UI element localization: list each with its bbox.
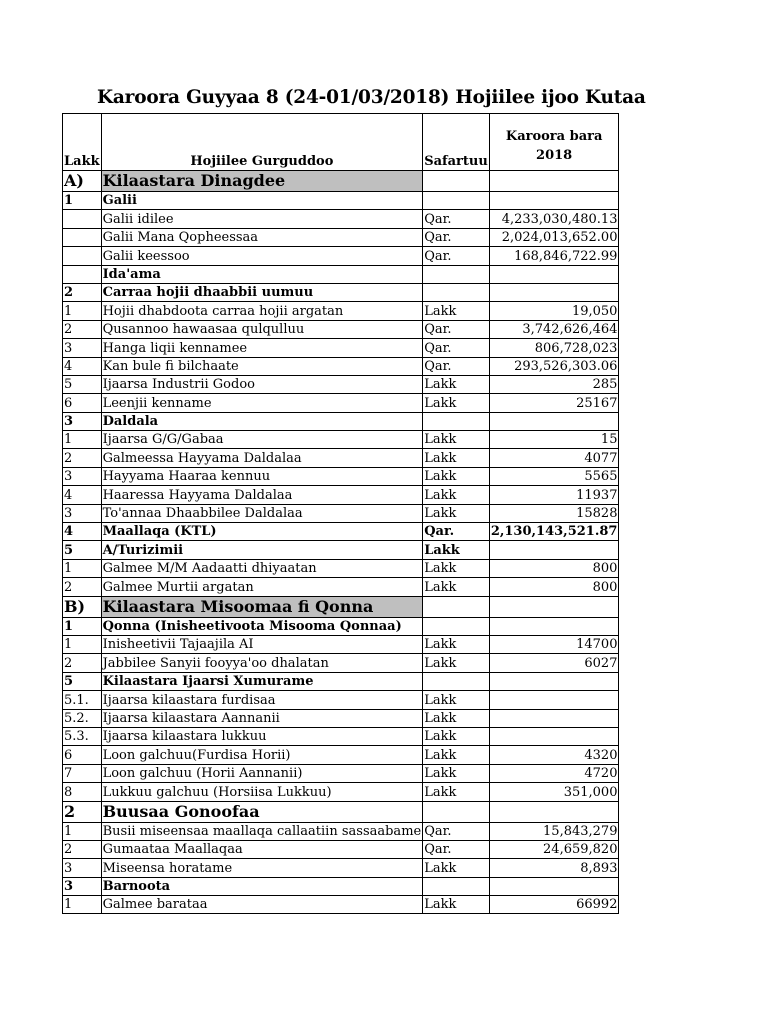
cell-karoora: 6027 <box>489 654 619 672</box>
cell-karoora <box>489 877 619 895</box>
table-row <box>63 764 619 782</box>
cell-lakk: B) <box>63 596 102 617</box>
table-row <box>63 394 619 412</box>
cell-lakk: 6 <box>63 746 102 764</box>
cell-hojiilee: Busii miseensaa maallaqa callaatiin sassaabame <box>102 823 422 839</box>
cell-karoora: 800 <box>489 578 619 596</box>
cell-karoora: 806,728,023 <box>489 339 619 357</box>
table-row <box>63 486 619 504</box>
table-row <box>63 210 619 228</box>
cell-hojiilee: Galmee M/M Aadaatti dhiyaatan <box>101 559 423 577</box>
cell-lakk: 2 <box>63 320 102 338</box>
cell-hojiilee: Hojii dhabdoota carraa hojii argatan <box>101 302 423 320</box>
cell-safartuu: Lakk <box>423 746 490 764</box>
table-row <box>63 559 619 577</box>
cell-lakk: 4 <box>63 486 102 504</box>
table-row <box>63 412 619 430</box>
table-row <box>63 877 619 895</box>
cell-safartuu: Lakk <box>423 764 490 782</box>
cell-karoora: 3,742,626,464 <box>489 320 619 338</box>
header-row <box>63 114 619 171</box>
section-row <box>63 171 619 192</box>
cell-safartuu <box>423 596 490 617</box>
cell-lakk: 1 <box>63 559 102 577</box>
cell-lakk: 2 <box>63 449 102 467</box>
cell-hojiilee: Qusannoo hawaasaa qulqulluu <box>101 320 423 338</box>
cell-hojiilee: Inisheetivii Tajaajila AI <box>101 635 423 653</box>
header-karoora: Karoora bara 2018 <box>489 114 619 171</box>
cell-hojiilee: Maallaqa (KTL) <box>101 523 423 541</box>
cell-lakk <box>63 247 102 265</box>
table-row <box>63 578 619 596</box>
cell-hojiilee: To'annaa Dhaabbilee Daldalaa <box>101 504 423 522</box>
cell-lakk: 4 <box>63 523 102 541</box>
cell-hojiilee: Galmee barataa <box>101 896 423 914</box>
table-row <box>63 746 619 764</box>
cell-karoora: 4077 <box>489 449 619 467</box>
table-row <box>63 192 619 210</box>
cell-lakk: 3 <box>63 877 102 895</box>
cell-safartuu: Lakk <box>423 635 490 653</box>
cell-safartuu: Qar. <box>423 357 490 375</box>
cell-hojiilee: Hanga liqii kennamee <box>101 339 423 357</box>
table-row <box>63 523 619 541</box>
table-row <box>63 357 619 375</box>
cell-karoora: 4720 <box>489 764 619 782</box>
cell-hojiilee: Haaressa Hayyama Daldalaa <box>101 486 423 504</box>
cell-lakk: 2 <box>63 801 102 822</box>
cell-hojiilee: Ijaarsa kilaastara furdisaa <box>101 691 423 709</box>
cell-karoora: 285 <box>489 375 619 393</box>
cell-lakk: 5 <box>63 672 102 690</box>
cell-safartuu: Lakk <box>423 691 490 709</box>
section-row <box>63 801 619 822</box>
cell-karoora: 15 <box>489 431 619 449</box>
cell-karoora <box>489 596 619 617</box>
cell-lakk: 3 <box>63 467 102 485</box>
cell-hojiilee: A/Turizimii <box>101 541 423 559</box>
cell-safartuu <box>423 283 490 301</box>
cell-hojiilee: Ijaarsa G/G/Gabaa <box>101 431 423 449</box>
table-row <box>63 467 619 485</box>
cell-karoora <box>489 691 619 709</box>
table-row <box>63 228 619 246</box>
table-row <box>63 541 619 559</box>
cell-safartuu: Lakk <box>423 449 490 467</box>
cell-lakk: 1 <box>63 635 102 653</box>
table-row <box>63 727 619 745</box>
cell-safartuu <box>423 171 490 192</box>
cell-karoora: 2,024,013,652.00 <box>489 228 619 246</box>
cell-lakk: 1 <box>63 192 102 210</box>
cell-karoora <box>489 412 619 430</box>
cell-lakk: 5 <box>63 541 102 559</box>
cell-safartuu: Qar. <box>423 523 490 541</box>
cell-hojiilee: Daldala <box>101 412 423 430</box>
table-row <box>63 822 619 840</box>
cell-safartuu: Lakk <box>423 394 490 412</box>
cell-safartuu <box>423 412 490 430</box>
table-row <box>63 709 619 727</box>
cell-lakk: 5.3. <box>63 727 102 745</box>
cell-karoora: 25167 <box>489 394 619 412</box>
cell-safartuu: Lakk <box>423 431 490 449</box>
cell-safartuu: Qar. <box>423 210 490 228</box>
header-hojiilee: Hojiilee Gurguddoo <box>101 114 423 171</box>
cell-safartuu <box>423 672 490 690</box>
cell-safartuu: Lakk <box>423 783 490 801</box>
cell-safartuu: Qar. <box>423 339 490 357</box>
table-row <box>63 302 619 320</box>
table-row <box>63 504 619 522</box>
cell-karoora <box>489 171 619 192</box>
cell-lakk: 5.1. <box>63 691 102 709</box>
cell-safartuu: Lakk <box>423 541 490 559</box>
cell-lakk <box>63 228 102 246</box>
cell-safartuu: Lakk <box>423 302 490 320</box>
cell-safartuu: Qar. <box>423 228 490 246</box>
cell-karoora: 2,130,143,521.87 <box>490 524 618 540</box>
cell-karoora: 4320 <box>489 746 619 764</box>
cell-karoora: 66992 <box>489 896 619 914</box>
page-title: Karoora Guyyaa 8 (24-01/03/2018) Hojiilee ijoo Kutaa <box>97 87 646 108</box>
cell-lakk: 1 <box>63 431 102 449</box>
cell-hojiilee: Galii <box>101 192 423 210</box>
cell-lakk: 3 <box>63 859 102 877</box>
cell-karoora: 15,843,279 <box>489 822 619 840</box>
cell-hojiilee: Galmee Murtii argatan <box>101 578 423 596</box>
cell-hojiilee: Galii idilee <box>101 210 423 228</box>
cell-safartuu: Lakk <box>423 859 490 877</box>
table-row <box>63 654 619 672</box>
cell-lakk <box>63 210 102 228</box>
table-row <box>63 896 619 914</box>
table-row <box>63 431 619 449</box>
table-row <box>63 672 619 690</box>
cell-lakk: 3 <box>63 504 102 522</box>
cell-karoora: 800 <box>489 559 619 577</box>
cell-lakk: 1 <box>63 896 102 914</box>
cell-lakk: 1 <box>63 822 102 840</box>
cell-lakk: 1 <box>63 302 102 320</box>
table-row <box>63 375 619 393</box>
cell-safartuu: Lakk <box>423 559 490 577</box>
cell-hojiilee: Kilaastara Ijaarsi Xumurame <box>101 672 423 690</box>
cell-karoora: 8,893 <box>489 859 619 877</box>
cell-karoora: 24,659,820 <box>489 840 619 858</box>
table-row <box>63 339 619 357</box>
table-row <box>63 840 619 858</box>
cell-karoora <box>489 283 619 301</box>
cell-lakk <box>63 265 102 283</box>
cell-karoora: 168,846,722.99 <box>489 247 619 265</box>
cell-karoora: 19,050 <box>489 302 619 320</box>
cell-safartuu: Lakk <box>423 578 490 596</box>
cell-hojiilee: Kilaastara Misoomaa fi Qonna <box>101 596 423 617</box>
report-table <box>62 113 619 914</box>
cell-hojiilee: Leenjii kenname <box>101 394 423 412</box>
cell-hojiilee: Barnoota <box>101 877 423 895</box>
cell-lakk: 2 <box>63 578 102 596</box>
cell-lakk: 2 <box>63 840 102 858</box>
cell-hojiilee: Miseensa horatame <box>101 859 423 877</box>
table-row <box>63 691 619 709</box>
cell-hojiilee: Carraa hojii dhaabbii uumuu <box>101 283 423 301</box>
cell-lakk: 6 <box>63 394 102 412</box>
cell-hojiilee: Ida'ama <box>101 265 423 283</box>
cell-hojiilee: Gumaataa Maallaqaa <box>101 840 423 858</box>
cell-lakk: 3 <box>63 412 102 430</box>
cell-lakk: 2 <box>63 654 102 672</box>
cell-lakk: 5 <box>63 375 102 393</box>
cell-lakk: 8 <box>63 783 102 801</box>
cell-lakk: 7 <box>63 764 102 782</box>
cell-karoora <box>489 192 619 210</box>
cell-hojiilee: Ijaarsa kilaastara Aannanii <box>101 709 423 727</box>
cell-karoora <box>489 672 619 690</box>
cell-hojiilee: Loon galchuu (Horii Aannanii) <box>101 764 423 782</box>
cell-karoora <box>489 727 619 745</box>
cell-hojiilee: Galmeessa Hayyama Daldalaa <box>101 449 423 467</box>
table-row <box>63 617 619 635</box>
cell-safartuu: Lakk <box>423 896 490 914</box>
cell-safartuu: Qar. <box>423 247 490 265</box>
cell-karoora: 293,526,303.06 <box>489 357 619 375</box>
cell-hojiilee: Lukkuu galchuu (Horsiisa Lukkuu) <box>101 783 423 801</box>
cell-hojiilee: Ijaarsa kilaastara lukkuu <box>101 727 423 745</box>
table-row <box>63 283 619 301</box>
cell-hojiilee: Kilaastara Dinagdee <box>101 171 423 192</box>
cell-safartuu: Qar. <box>423 840 490 858</box>
cell-safartuu <box>423 877 490 895</box>
cell-karoora <box>489 265 619 283</box>
table-row <box>63 635 619 653</box>
cell-karoora <box>489 709 619 727</box>
cell-safartuu: Qar. <box>423 822 490 840</box>
cell-safartuu <box>423 801 490 822</box>
cell-lakk: A) <box>63 171 102 192</box>
header-safartuu: Safartuu <box>423 114 490 171</box>
cell-lakk: 5.2. <box>63 709 102 727</box>
cell-hojiilee: Qonna (Inisheetivoota Misooma Qonnaa) <box>101 617 423 635</box>
cell-hojiilee: Hayyama Haaraa kennuu <box>101 467 423 485</box>
cell-hojiilee: Galii keessoo <box>101 247 423 265</box>
cell-safartuu: Lakk <box>423 654 490 672</box>
cell-karoora <box>489 801 619 822</box>
cell-hojiilee: Jabbilee Sanyii fooyya'oo dhalatan <box>101 654 423 672</box>
cell-lakk: 2 <box>63 283 102 301</box>
cell-safartuu: Lakk <box>423 709 490 727</box>
cell-karoora: 15828 <box>489 504 619 522</box>
table-row <box>63 265 619 283</box>
cell-safartuu: Lakk <box>423 467 490 485</box>
cell-safartuu <box>423 265 490 283</box>
cell-safartuu: Lakk <box>423 375 490 393</box>
cell-karoora: 14700 <box>489 635 619 653</box>
cell-karoora: 4,233,030,480.13 <box>489 210 619 228</box>
cell-safartuu <box>423 192 490 210</box>
cell-safartuu: Lakk <box>423 727 490 745</box>
cell-hojiilee: Loon galchuu(Furdisa Horii) <box>101 746 423 764</box>
cell-karoora: 351,000 <box>489 783 619 801</box>
cell-lakk: 3 <box>63 339 102 357</box>
cell-lakk: 4 <box>63 357 102 375</box>
cell-karoora <box>489 541 619 559</box>
cell-safartuu: Lakk <box>423 486 490 504</box>
section-row <box>63 596 619 617</box>
table-row <box>63 859 619 877</box>
cell-safartuu: Lakk <box>423 504 490 522</box>
table-row <box>63 449 619 467</box>
table-row <box>63 320 619 338</box>
cell-safartuu <box>423 617 490 635</box>
cell-karoora: 11937 <box>489 486 619 504</box>
cell-karoora <box>489 617 619 635</box>
cell-hojiilee: Ijaarsa Industrii Godoo <box>101 375 423 393</box>
header-lakk: Lakk <box>63 114 102 171</box>
cell-lakk: 1 <box>63 617 102 635</box>
cell-hojiilee: Buusaa Gonoofaa <box>101 801 423 822</box>
cell-karoora: 5565 <box>489 467 619 485</box>
cell-hojiilee: Kan bule fi bilchaate <box>101 357 423 375</box>
cell-hojiilee: Galii Mana Qopheessaa <box>101 228 423 246</box>
table-row <box>63 783 619 801</box>
cell-safartuu: Qar. <box>423 320 490 338</box>
table-row <box>63 247 619 265</box>
